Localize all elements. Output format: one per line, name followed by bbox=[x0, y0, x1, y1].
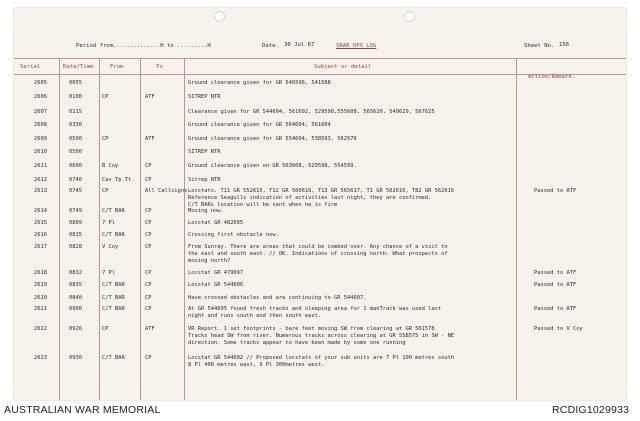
detail-line: Locstats. T11 GR 552615, T12 GR 560616, T13 GR 565617, T1 GR 562616, T82 GR 562616 bbox=[188, 188, 455, 194]
time-cell: 0740 bbox=[69, 177, 82, 183]
from-cell: C/T BAR bbox=[102, 208, 125, 214]
detail-line: Locstat GR 544606 bbox=[188, 282, 244, 288]
to-cell: CP bbox=[145, 232, 152, 238]
to-cell: ATF bbox=[145, 94, 155, 100]
detail-line: direction. Some tracks appear to have been made by some one running bbox=[188, 340, 406, 346]
to-cell: ATF bbox=[145, 136, 155, 142]
detail-line: moving north? bbox=[188, 258, 231, 264]
time-cell: 0809 bbox=[69, 220, 82, 226]
action-cell: Passed to ATF bbox=[534, 306, 577, 312]
footer-right: RCDIG1029933 bbox=[552, 404, 630, 416]
time-cell: 0815 bbox=[69, 232, 82, 238]
detail-line: Ground clearance given for GR 546596, 541588 bbox=[188, 80, 331, 86]
from-cell: C/T BAR bbox=[102, 282, 125, 288]
time-cell: 0840 bbox=[69, 295, 82, 301]
time-cell: 0828 bbox=[69, 244, 82, 250]
date-label: Date. bbox=[262, 43, 279, 49]
from-cell: B Coy bbox=[102, 163, 119, 169]
to-cell: CP bbox=[145, 163, 152, 169]
sheet-label: Sheet No. bbox=[524, 43, 555, 49]
serial-cell: 2605 bbox=[34, 80, 47, 86]
column-divider bbox=[59, 58, 60, 400]
serial-cell: 2618 bbox=[34, 270, 47, 276]
action-cell: Passed to ATF bbox=[534, 270, 577, 276]
detail-line: night and runs south and then south east. bbox=[188, 313, 322, 319]
time-cell: 0749 bbox=[69, 208, 82, 214]
serial-cell: 2615 bbox=[34, 220, 47, 226]
detail-line: Have crossed obstacles and are continuing to GR 544607. bbox=[188, 295, 367, 301]
detail-line: Locstat GR 482695 bbox=[188, 220, 244, 226]
serial-cell: 2620 bbox=[34, 295, 47, 301]
detail-line: Crossing first obstacle now. bbox=[188, 232, 279, 238]
detail-line: Sitrep NTR bbox=[188, 177, 221, 183]
log-sheet bbox=[14, 8, 626, 400]
serial-cell: 2621 bbox=[34, 306, 47, 312]
serial-cell: 2623 bbox=[34, 355, 47, 361]
action-cell: Passed to V Coy bbox=[534, 326, 583, 332]
from-cell: C/T BAR bbox=[102, 295, 125, 301]
action-cell: Passed to ATF bbox=[534, 282, 577, 288]
detail-line: C/T BARs location will be sent when he is firm bbox=[188, 202, 338, 208]
to-cell: CP bbox=[145, 295, 152, 301]
to-cell: CP bbox=[145, 282, 152, 288]
time-cell: 0330 bbox=[69, 122, 82, 128]
to-cell: CP bbox=[145, 306, 152, 312]
time-cell: 0500 bbox=[69, 136, 82, 142]
time-cell: 0930 bbox=[69, 355, 82, 361]
detail-line: Locstat GR 479697 bbox=[188, 270, 244, 276]
time-cell: 0835 bbox=[69, 282, 82, 288]
column-divider bbox=[184, 58, 185, 400]
punch-hole bbox=[404, 11, 415, 22]
detail-line: Moving now. bbox=[188, 208, 224, 214]
serial-cell: 2619 bbox=[34, 282, 47, 288]
column-divider bbox=[99, 58, 100, 400]
col-serial: Serial bbox=[20, 64, 41, 70]
detail-line: Ground clearance given for GR 554604, 538593, 562576 bbox=[188, 136, 357, 142]
time-cell: 0926 bbox=[69, 326, 82, 332]
to-cell: CP bbox=[145, 208, 152, 214]
col-to: To bbox=[156, 64, 163, 70]
col-from: From bbox=[110, 64, 124, 70]
serial-cell: 2607 bbox=[34, 109, 47, 115]
from-cell: C/T BAR bbox=[102, 355, 125, 361]
detail-line: Locstat GR 544602 // Proposed locstats of your sub units are 7 Pl 100 metres south bbox=[188, 355, 455, 361]
from-cell: Cav Tp Tt bbox=[102, 177, 132, 183]
action-cell: Passed to ATF bbox=[534, 188, 577, 194]
serial-cell: 2611 bbox=[34, 163, 47, 169]
to-cell: CP bbox=[145, 177, 152, 183]
serial-cell: 2616 bbox=[34, 232, 47, 238]
to-cell: All Callsigns bbox=[145, 188, 188, 194]
footer-left: AUSTRALIAN WAR MEMORIAL bbox=[4, 404, 161, 416]
from-cell: CP bbox=[102, 94, 109, 100]
col-datetime: Date/Time bbox=[63, 64, 94, 70]
to-cell: CP bbox=[145, 244, 152, 250]
table-top-rule bbox=[14, 58, 626, 59]
from-cell: V Coy bbox=[102, 244, 119, 250]
serial-cell: 2622 bbox=[34, 326, 47, 332]
period-label: Period from..............H to .........H bbox=[76, 43, 211, 49]
to-cell: CP bbox=[145, 220, 152, 226]
serial-cell: 2617 bbox=[34, 244, 47, 250]
time-cell: 0900 bbox=[69, 306, 82, 312]
time-cell: 0055 bbox=[69, 80, 82, 86]
time-cell: 0115 bbox=[69, 109, 82, 115]
from-cell: 7 Pl bbox=[102, 270, 115, 276]
to-cell: CP bbox=[145, 355, 152, 361]
time-cell: 0600 bbox=[69, 163, 82, 169]
detail-line: Reference Seagulls indication of activities last night, they are confirmed. bbox=[188, 195, 432, 201]
detail-line: From Sunray. There are areas that could be combed over. Any chance of a visit to bbox=[188, 244, 448, 250]
detail-line: Ground clearance given for GR 564604, 561604 bbox=[188, 122, 331, 128]
to-cell: CP bbox=[145, 270, 152, 276]
detail-line: At GR 544605 found fresh tracks and sleeping area for 1 manTrack was used last bbox=[188, 306, 442, 312]
detail-line: SITREP NTR bbox=[188, 149, 221, 155]
detail-line: VR Report. 1 set footprints - bare feet moving SW from clearing at GR 561578 bbox=[188, 326, 435, 332]
from-cell: 7 Pl bbox=[102, 220, 115, 226]
detail-line: Ground clearance given on GR 563608, 529598, 554599. bbox=[188, 163, 357, 169]
serial-cell: 2614 bbox=[34, 208, 47, 214]
detail-line: Clearance given for GR 544604, 561602, 529598,555608, 565620, 549629, 567625 bbox=[188, 109, 435, 115]
punch-hole bbox=[214, 11, 225, 22]
serial-cell: 2612 bbox=[34, 177, 47, 183]
serial-cell: 2606 bbox=[34, 94, 47, 100]
detail-line: 8 Pl 400 metres east, 9 Pl 300metres west. bbox=[188, 362, 325, 368]
log-title: SRAR OPS LOG bbox=[336, 43, 377, 49]
serial-cell: 2609 bbox=[34, 136, 47, 142]
from-cell: C/T BAR bbox=[102, 306, 125, 312]
col-action: Action/Remark. bbox=[528, 74, 576, 80]
column-divider bbox=[516, 58, 517, 400]
detail-line: the east and south east. // OK. Indications of crossing north. What prospects of bbox=[188, 251, 448, 257]
detail-line: SITREP NTR bbox=[188, 94, 221, 100]
col-subject: Subject or detail bbox=[314, 64, 372, 70]
time-cell: 0100 bbox=[69, 94, 82, 100]
time-cell: 0832 bbox=[69, 270, 82, 276]
sheet-value: 156 bbox=[559, 42, 570, 48]
time-cell: 0500 bbox=[69, 149, 82, 155]
to-cell: ATF bbox=[145, 326, 155, 332]
from-cell: C/T BAR bbox=[102, 232, 125, 238]
serial-cell: 2610 bbox=[34, 149, 47, 155]
from-cell: CP bbox=[102, 136, 109, 142]
column-divider bbox=[140, 58, 141, 400]
detail-line: Tracks head SW from river. Numerous tracks across clearing at GR 558575 in SW - NE bbox=[188, 333, 455, 339]
time-cell: 0745 bbox=[69, 188, 82, 194]
from-cell: CP bbox=[102, 188, 109, 194]
serial-cell: 2608 bbox=[34, 122, 47, 128]
date-value: 30 Jul 67 bbox=[284, 42, 315, 48]
from-cell: CP bbox=[102, 326, 109, 332]
serial-cell: 2613 bbox=[34, 188, 47, 194]
